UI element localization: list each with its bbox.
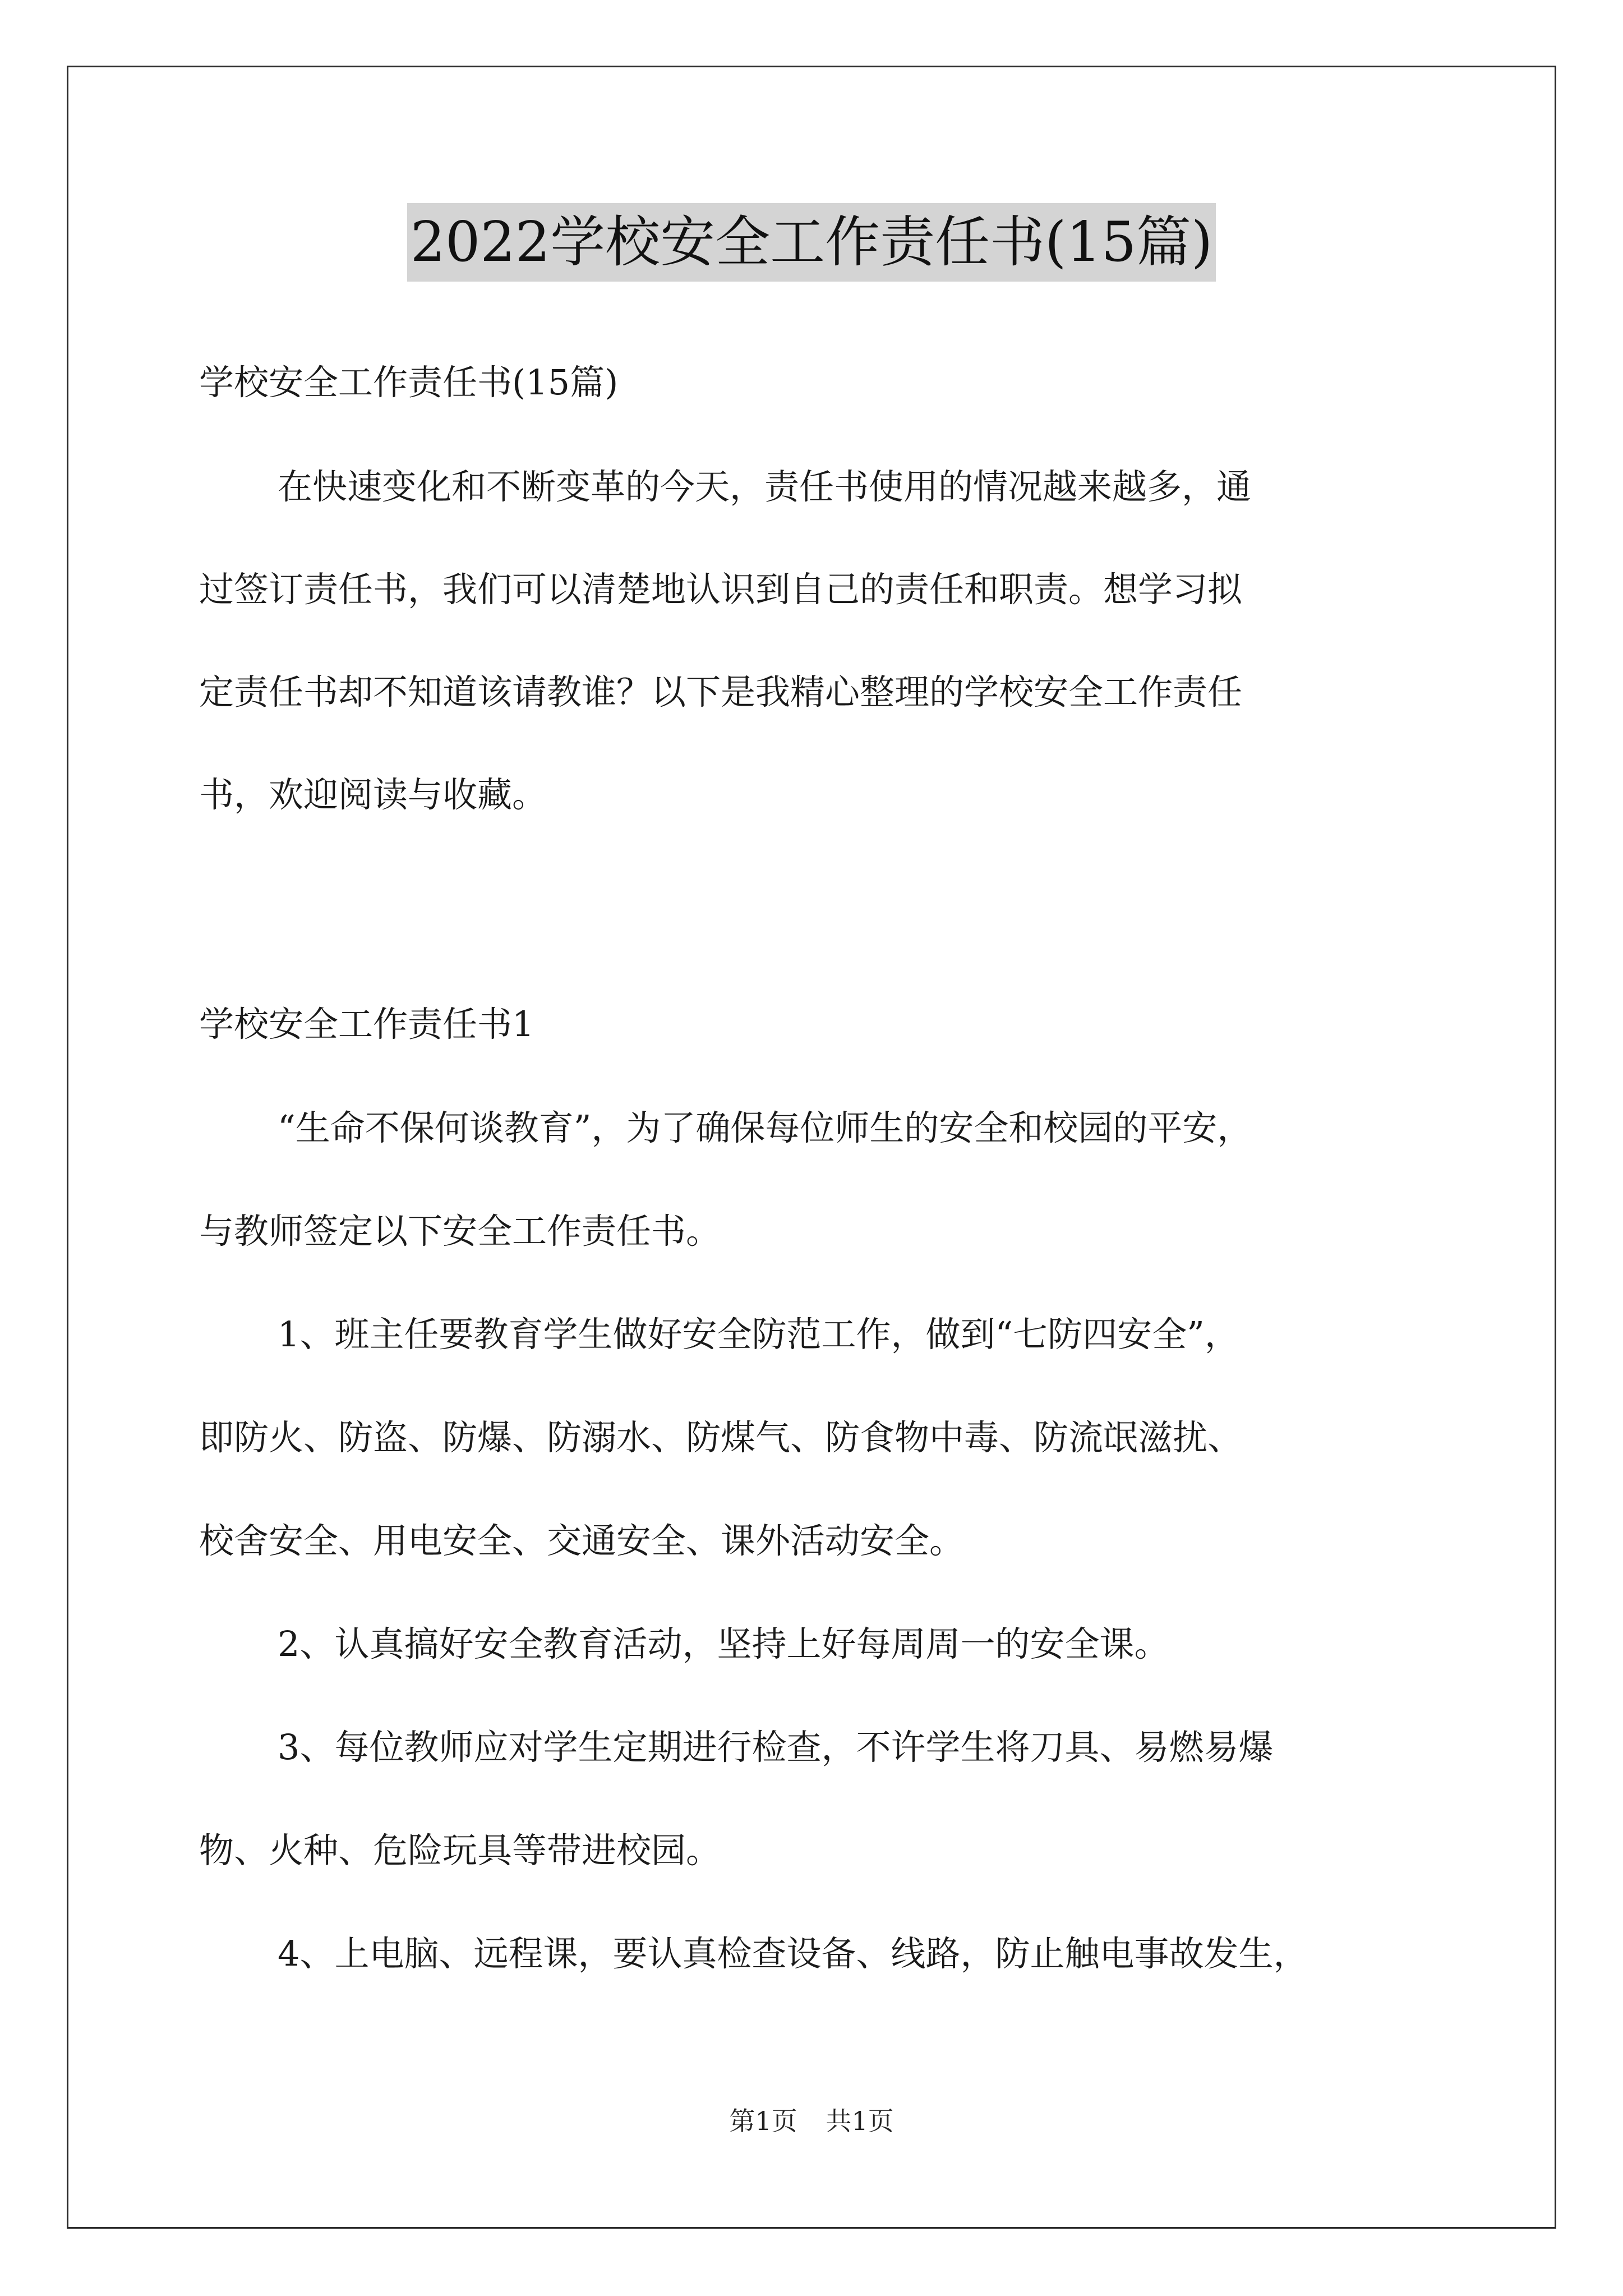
intro-line: 书，欢迎阅读与收藏。 — [199, 774, 547, 815]
subtitle: 学校安全工作责任书(15篇) — [199, 362, 619, 403]
document-title: 2022学校安全工作责任书(15篇) — [407, 203, 1216, 282]
paragraph-line: 4、上电脑、远程课，要认真检查设备、线路，防止触电事故发生， — [278, 1933, 1308, 1974]
paragraph-line: 与教师签定以下安全工作责任书。 — [199, 1211, 721, 1251]
paragraph-line: 物、火种、危险玩具等带进校园。 — [199, 1830, 721, 1871]
paragraph-line: “生命不保何谈教育”，为了确保每位师生的安全和校园的平安， — [278, 1107, 1252, 1148]
page-total: 共1页 — [826, 2106, 894, 2136]
intro-line: 在快速变化和不断变革的今天，责任书使用的情况越来越多，通 — [278, 466, 1252, 507]
paragraph-line: 即防火、防盗、防爆、防溺水、防煤气、防食物中毒、防流氓滋扰、 — [199, 1417, 1243, 1458]
intro-line: 定责任书却不知道该请教谁？以下是我精心整理的学校安全工作责任 — [199, 671, 1243, 712]
paragraph-line: 校舍安全、用电安全、交通安全、课外活动安全。 — [199, 1520, 965, 1561]
page-number: 第1页 — [729, 2106, 797, 2136]
paragraph-line: 3、每位教师应对学生定期进行检查，不许学生将刀具、易燃易爆 — [278, 1727, 1274, 1768]
paragraph-line: 2、认真搞好安全教育活动，坚持上好每周周一的安全课。 — [278, 1623, 1169, 1664]
title-container — [0, 203, 1623, 282]
section-heading: 学校安全工作责任书1 — [199, 1004, 534, 1045]
intro-line: 过签订责任书，我们可以清楚地认识到自己的责任和职责。想学习拟 — [199, 569, 1243, 610]
paragraph-line: 1、班主任要教育学生做好安全防范工作，做到“七防四安全”， — [278, 1314, 1239, 1355]
page-footer — [0, 2101, 1623, 2138]
